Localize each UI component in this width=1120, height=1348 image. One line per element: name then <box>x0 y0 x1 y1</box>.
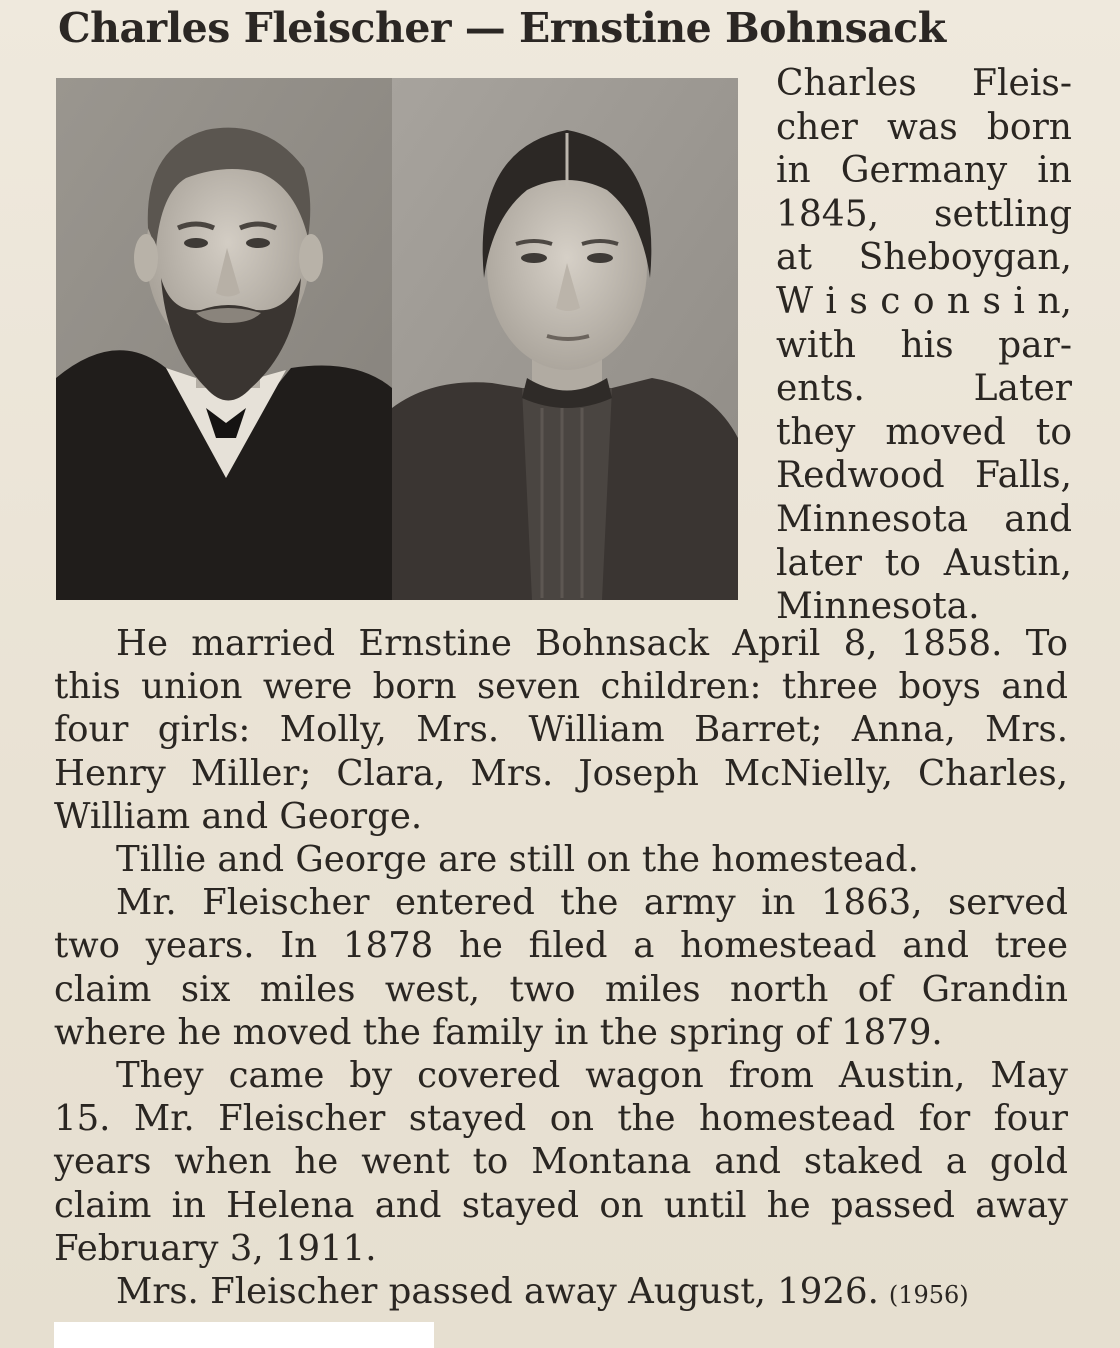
text-line: Minnesota. <box>776 586 980 628</box>
text-line: 15. Mr. Fleischer stayed on the homestead for four <box>54 1098 1068 1140</box>
text-line: 1845, settling <box>776 193 1072 235</box>
portrait-woman-icon <box>392 78 738 600</box>
text-line: claim in Helena and stayed on until he passed away <box>54 1184 1068 1226</box>
text-line: February 3, 1911. <box>54 1227 377 1269</box>
text-line: they moved to <box>776 411 1072 453</box>
text-line: in Germany in <box>776 150 1072 192</box>
text-line: Minnesota and <box>776 498 1072 540</box>
text-line: ents. Later <box>776 368 1072 410</box>
body-paragraphs <box>54 622 1068 1317</box>
closing-line <box>54 1270 1068 1317</box>
text-line: two years. In 1878 he filed a homestead and tree <box>54 925 1068 967</box>
text-line: Henry Miller; Clara, Mrs. Joseph McNielly, Charles, <box>54 752 1068 794</box>
text-line: years when he went to Montana and staked a gold <box>54 1141 1068 1183</box>
text-line: four girls: Molly, Mrs. William Barret; Anna, Mrs. <box>54 709 1068 751</box>
text-line: at Sheboygan, <box>776 237 1072 279</box>
text-line: Redwood Falls, <box>776 455 1072 497</box>
text-line: Mrs. Fleischer passed away August, 1926. <box>116 1271 879 1313</box>
portrait-man-icon <box>56 78 392 600</box>
text-line: He married Ernstine Bohnsack April 8, 1858. To <box>116 623 1068 664</box>
text-line: later to Austin, <box>776 542 1072 584</box>
text-line: this union were born seven children: three boys and <box>54 666 1068 708</box>
portrait-photo <box>56 78 738 600</box>
text-line: They came by covered wagon from Austin, May <box>116 1055 1068 1097</box>
text-line: Charles Fleis- <box>776 63 1072 104</box>
text-line: W i s c o n s i n, <box>776 280 1072 322</box>
year-note: (1956) <box>888 1281 969 1310</box>
text-line: where he moved the family in the spring of 1879. <box>54 1011 943 1053</box>
text-line: with his par- <box>776 324 1072 366</box>
text-line: Mr. Fleischer entered the army in 1863, served <box>116 882 1068 924</box>
text-line: claim six miles west, two miles north of Grandin <box>54 968 1068 1010</box>
text-line: Tillie and George are still on the homestead. <box>116 839 919 881</box>
side-paragraph <box>776 62 1072 629</box>
text-line: cher was born <box>776 106 1072 148</box>
page-title: Charles Fleischer — Ernstine Bohnsack <box>58 4 946 52</box>
page-edge-mask <box>54 1322 434 1348</box>
text-line: William and George. <box>54 795 423 837</box>
